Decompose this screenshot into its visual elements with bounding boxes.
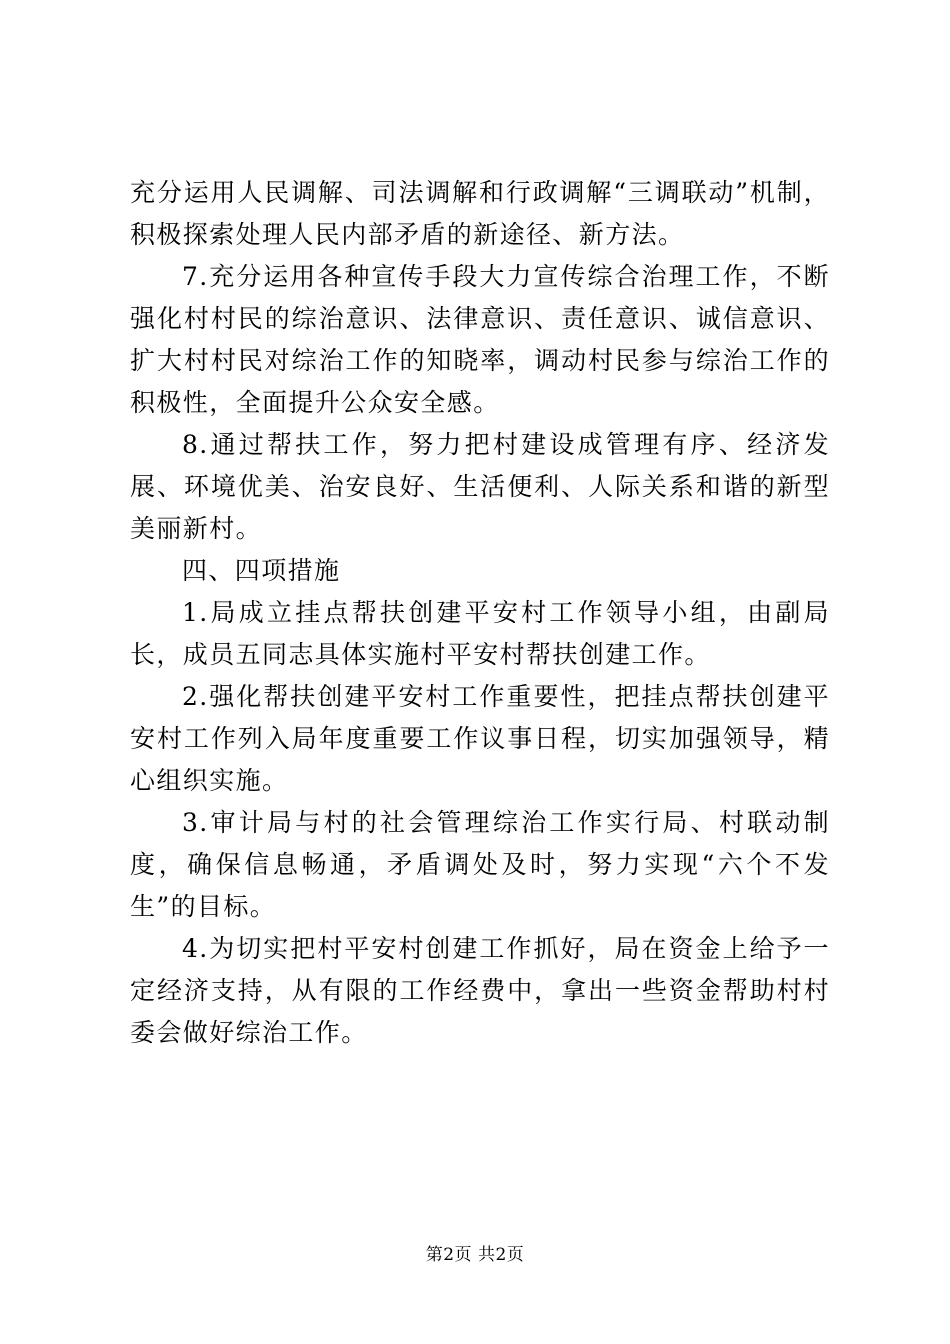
paragraph-measure-3: 3.审计局与村的社会管理综治工作实行局、村联动制度，确保信息畅通，矛盾调处及时，努力实现“六个不发生”的目标。 (130, 808, 830, 921)
paragraph-item-7: 7.充分运用各种宣传手段大力宣传综合治理工作，不断强化村村民的综治意识、法律意识、责任意识、诚信意识、扩大村村民对综治工作的知晓率，调动村民参与综治工作的积极性，全面提升公众安全感。 (130, 262, 830, 417)
paragraph-measure-2: 2.强化帮扶创建平安村工作重要性，把挂点帮扶创建平安村工作列入局年度重要工作议事日程，切实加强领导，精心组织实施。 (130, 682, 830, 795)
paragraph-continuation: 充分运用人民调解、司法调解和行政调解“三调联动”机制，积极探索处理人民内部矛盾的新途径、新方法。 (130, 178, 830, 249)
paragraph-measure-1: 1.局成立挂点帮扶创建平安村工作领导小组，由副局长，成员五同志具体实施村平安村帮扶创建工作。 (130, 598, 830, 669)
paragraph-measure-4: 4.为切实把村平安村创建工作抓好，局在资金上给予一定经济支持，从有限的工作经费中，拿出一些资金帮助村村委会做好综治工作。 (130, 934, 830, 1047)
section-heading: 四、四项措施 (182, 556, 341, 585)
page-footer: 第2页 共2页 (425, 1245, 525, 1265)
document-body (130, 172, 830, 1054)
paragraph-item-8: 8.通过帮扶工作，努力把村建设成管理有序、经济发展、环境优美、治安良好、生活便利、人际关系和谐的新型美丽新村。 (130, 430, 830, 543)
